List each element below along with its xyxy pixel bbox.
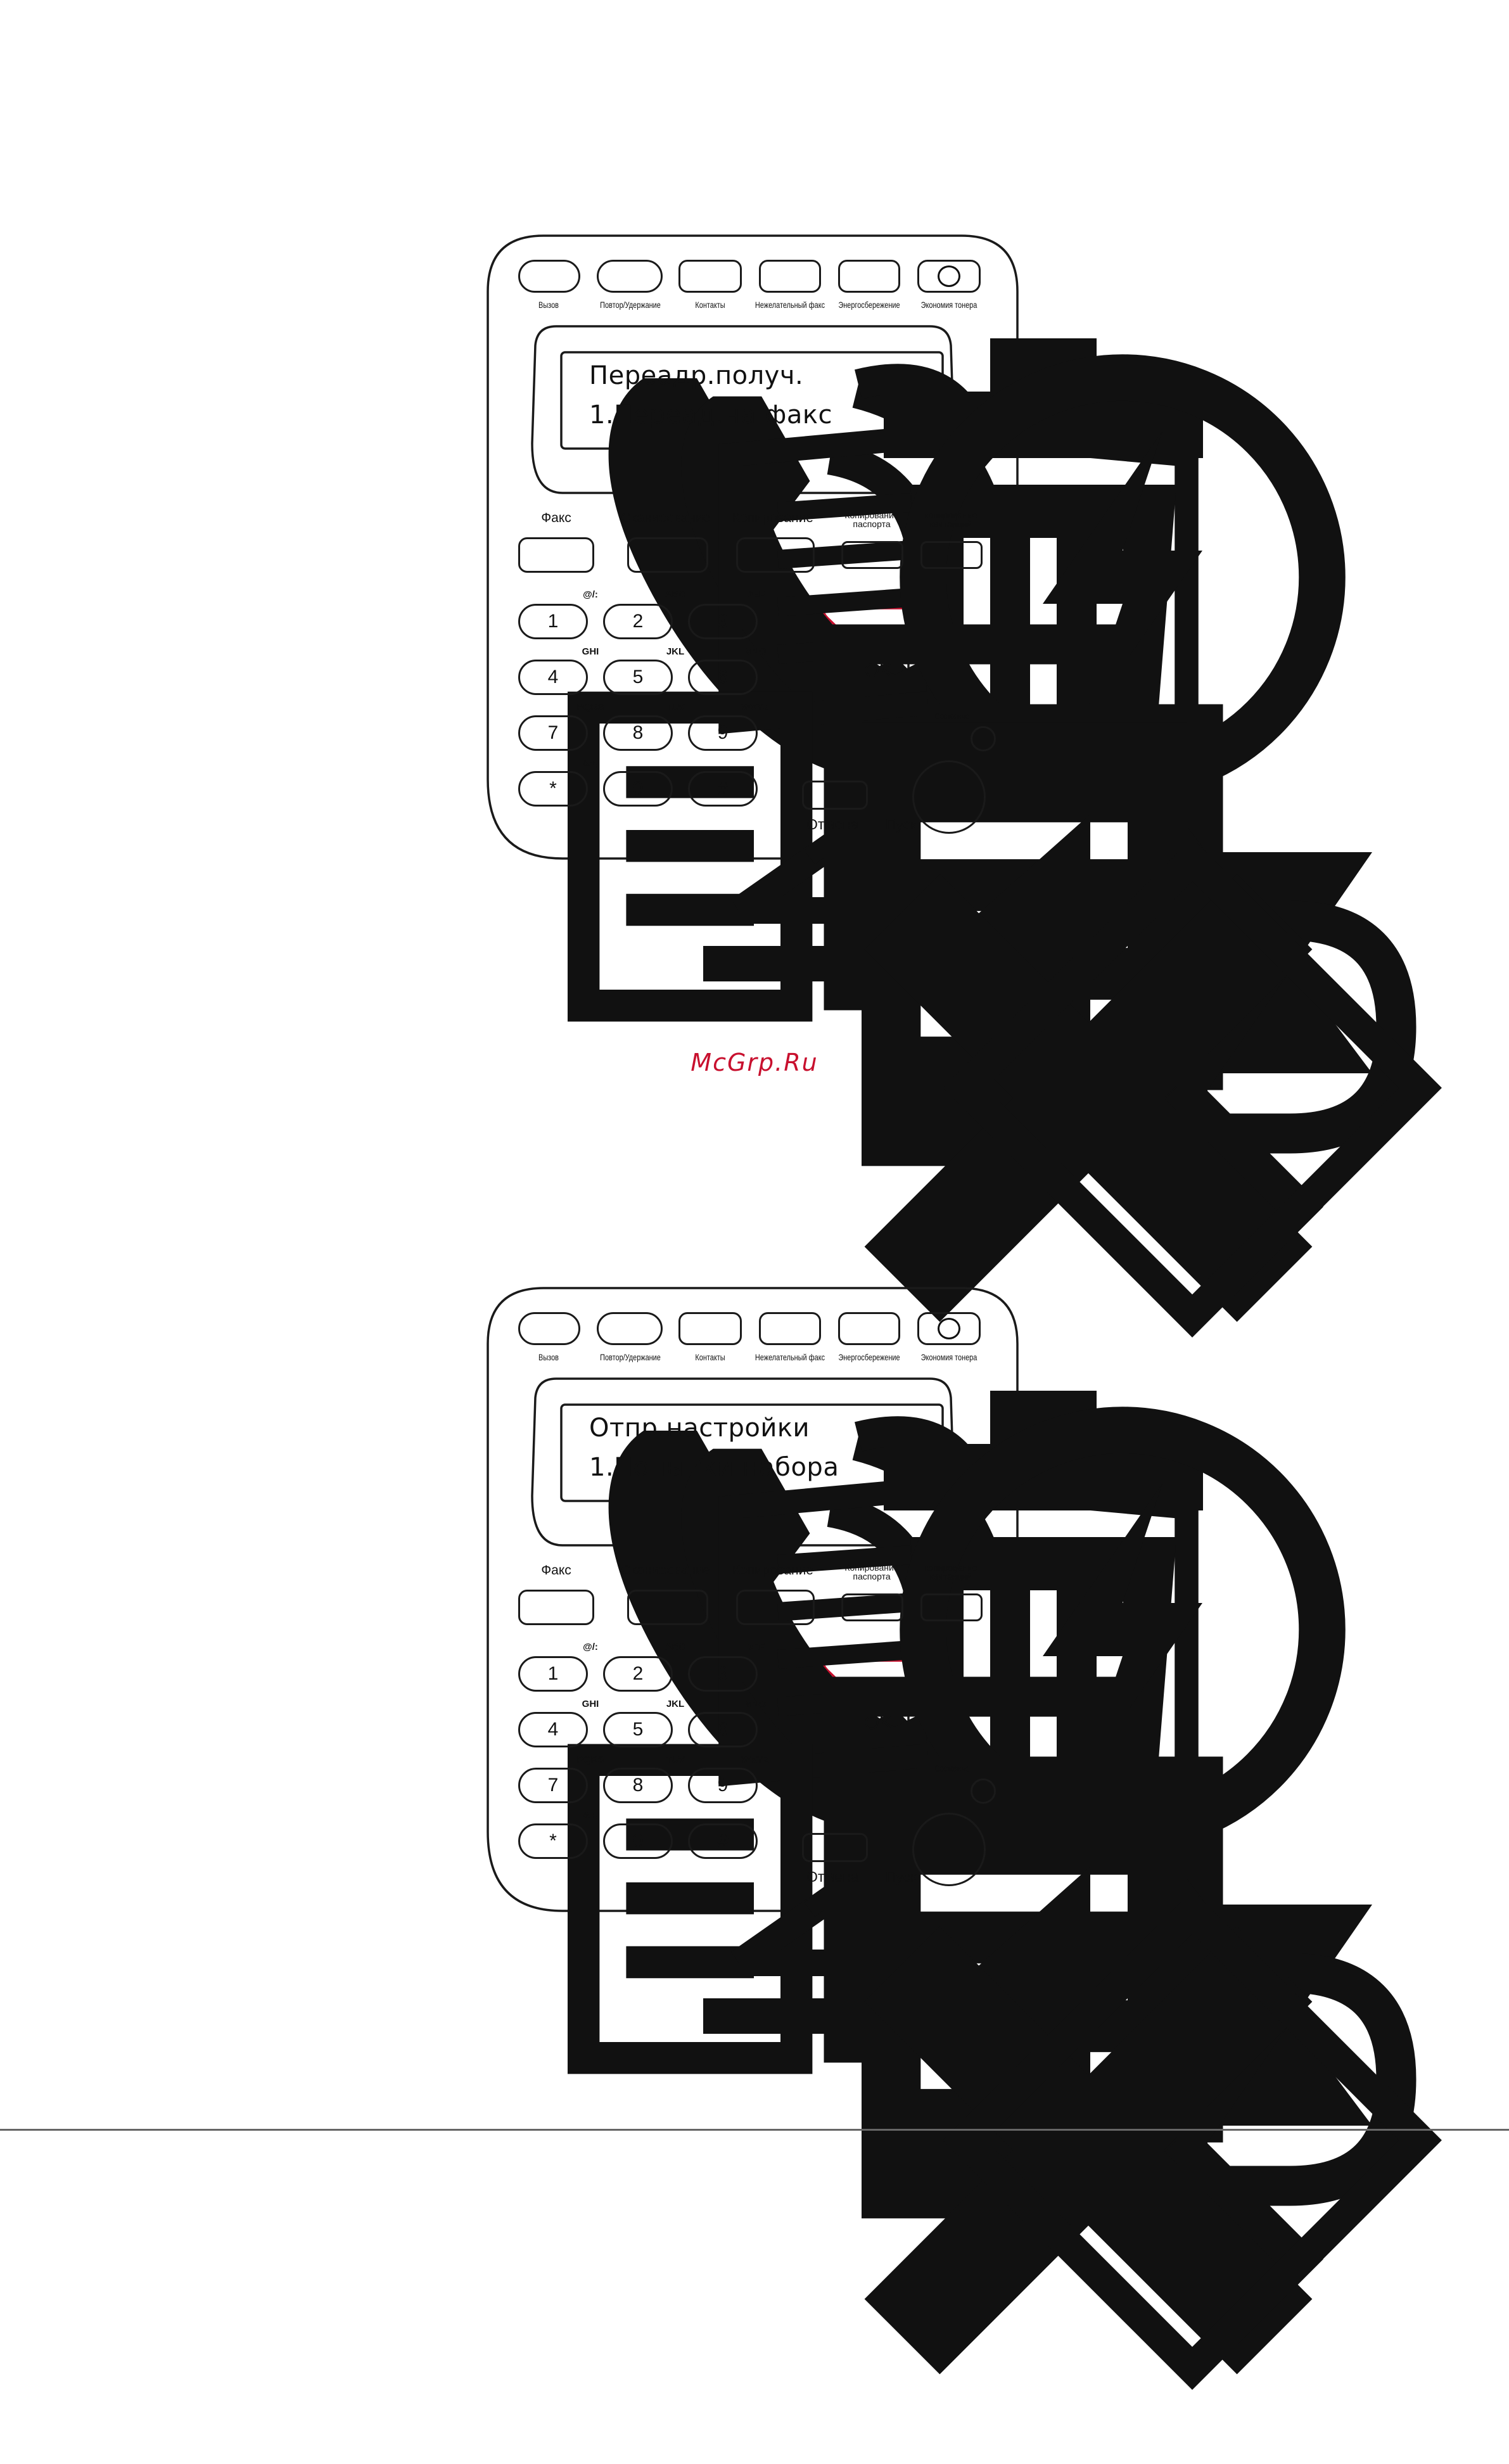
key-1[interactable]: 1 (518, 604, 588, 639)
key-letters: TUV (666, 1754, 685, 1765)
receipt-copy-label: копирование квитанций (924, 510, 977, 529)
key-letters: JKL (666, 1699, 685, 1709)
id-copy-label: Копирование паспорта (844, 510, 899, 529)
key-6[interactable]: 6 (688, 660, 758, 695)
key-9[interactable]: 9 (688, 1768, 758, 1803)
copy-button[interactable] (736, 1590, 815, 1625)
toner-save-label: Экономия тонера (920, 300, 977, 310)
contacts-button[interactable] (678, 1312, 742, 1345)
start-button[interactable] (912, 1813, 986, 1886)
toner-save-button[interactable] (917, 260, 981, 293)
redial-hold-button[interactable] (597, 1312, 663, 1345)
cancel-button[interactable] (802, 1833, 868, 1862)
energy-save-button[interactable] (838, 1312, 900, 1345)
key-7[interactable]: 7 (518, 715, 588, 751)
lcd-line-1: Переадр.получ. (589, 361, 804, 390)
fax-label: Факс (541, 511, 571, 525)
cancel-button[interactable] (802, 781, 868, 810)
key-6[interactable]: 6 (688, 1712, 758, 1747)
receipt-copy-label: копирование квитанций (924, 1562, 977, 1581)
menu-button[interactable] (805, 627, 848, 716)
fax-label: Факс (541, 1563, 571, 1578)
back-button[interactable] (908, 1680, 952, 1768)
junk-fax-button[interactable] (759, 260, 821, 293)
key-letters: ABC (665, 589, 686, 600)
fax-button[interactable] (518, 1590, 594, 1625)
scan-button[interactable] (627, 537, 708, 573)
key-letters: WXYZ (741, 702, 769, 713)
cancel-label: Отмена (806, 816, 859, 833)
key-hash[interactable]: # (688, 1823, 758, 1859)
menu-button[interactable] (805, 1680, 848, 1768)
key-letters: MNO (744, 1699, 767, 1709)
circle-icon (938, 1318, 960, 1339)
key-letters: PQRS (576, 1754, 604, 1765)
key-letters: &+, (583, 758, 598, 769)
receipt-copy-button[interactable] (920, 1593, 983, 1621)
control-panel-2 (487, 1287, 1019, 1914)
copy-label: Копирование (732, 511, 813, 525)
junk-fax-label: Нежелательный факс (754, 300, 825, 310)
id-copy-label: Копирование паспорта (844, 1562, 899, 1581)
status-label: Состояние (934, 1763, 970, 1773)
call-button[interactable] (518, 1312, 580, 1345)
key-2[interactable]: 2 (603, 1656, 673, 1692)
lcd-line-2: 1.Попытки набора (589, 1453, 839, 1482)
contacts-button[interactable] (678, 260, 742, 293)
copy-label: Копирование (732, 1563, 813, 1578)
energy-save-label: Энергосбережение (838, 300, 900, 310)
key-2[interactable]: 2 (603, 604, 673, 639)
key-1[interactable]: 1 (518, 1656, 588, 1692)
call-button[interactable] (518, 260, 580, 293)
scan-label: Сканирование (621, 1563, 711, 1578)
lcd-line-2: 1.Переад.на факс (589, 400, 832, 430)
key-letters: DEF (746, 589, 765, 600)
start-button[interactable] (912, 760, 986, 834)
ok-label: OK (864, 660, 892, 681)
copy-button[interactable] (736, 537, 815, 573)
key-5[interactable]: 5 (603, 1712, 673, 1747)
call-label: Вызов (538, 300, 559, 310)
contacts-label: Контакты (695, 1352, 725, 1362)
ok-button[interactable] (856, 650, 900, 693)
redial-hold-label: Повтор/Удержание (600, 300, 661, 310)
key-hash[interactable]: # (688, 771, 758, 807)
key-4[interactable]: 4 (518, 1712, 588, 1747)
junk-fax-label: Нежелательный факс (754, 1352, 825, 1362)
back-button[interactable] (908, 627, 952, 716)
ok-label: OK (864, 1713, 892, 1733)
lcd-line-1: Отпр.настройки (589, 1414, 810, 1443)
junk-fax-button[interactable] (759, 1312, 821, 1345)
status-led (971, 1778, 996, 1804)
scan-label: Сканирование (621, 511, 711, 525)
key-letters: @/: (583, 1642, 598, 1652)
key-0[interactable]: 0 (603, 771, 673, 807)
key-star[interactable]: * (518, 1823, 588, 1859)
energy-save-label: Энергосбережение (838, 1352, 900, 1362)
key-8[interactable]: 8 (603, 1768, 673, 1803)
start-label: Пуск (886, 1868, 917, 1885)
toner-save-label: Экономия тонера (920, 1352, 977, 1362)
cancel-label: Отмена (806, 1868, 859, 1885)
circle-icon (938, 265, 960, 287)
key-letters: JKL (666, 646, 685, 657)
scan-button[interactable] (627, 1590, 708, 1625)
key-0[interactable]: 0 (603, 1823, 673, 1859)
key-9[interactable]: 9 (688, 715, 758, 751)
redial-hold-label: Повтор/Удержание (600, 1352, 661, 1362)
key-letters: GHI (582, 1699, 599, 1709)
control-panel-1 (487, 234, 1019, 862)
key-letters: ABC (665, 1642, 686, 1652)
key-3[interactable]: 3 (688, 604, 758, 639)
key-letters: WXYZ (741, 1754, 769, 1765)
key-letters: &+, (583, 1810, 598, 1821)
ok-button[interactable] (856, 1702, 900, 1746)
energy-save-button[interactable] (838, 260, 900, 293)
key-8[interactable]: 8 (603, 715, 673, 751)
key-4[interactable]: 4 (518, 660, 588, 695)
page-footer-rule (0, 2129, 1509, 2131)
key-5[interactable]: 5 (603, 660, 673, 695)
key-letters: PQRS (576, 702, 604, 713)
key-letters: TUV (666, 702, 685, 713)
start-label: Пуск (886, 816, 917, 833)
key-star[interactable]: * (518, 771, 588, 807)
contacts-label: Контакты (695, 300, 725, 310)
id-copy-button[interactable] (841, 541, 903, 569)
key-3[interactable]: 3 (688, 1656, 758, 1692)
key-7[interactable]: 7 (518, 1768, 588, 1803)
id-copy-button[interactable] (841, 1593, 903, 1621)
key-letters: GHI (582, 646, 599, 657)
fax-button[interactable] (518, 537, 594, 573)
status-led (971, 726, 996, 751)
receipt-copy-button[interactable] (920, 541, 983, 569)
call-label: Вызов (538, 1352, 559, 1362)
key-letters: @/: (583, 589, 598, 600)
start-icon (926, 1827, 1458, 2454)
key-letters: MNO (744, 646, 767, 657)
status-label: Состояние (934, 711, 970, 721)
watermark: McGrp.Ru (691, 1049, 818, 1076)
toner-save-button[interactable] (917, 1312, 981, 1345)
redial-hold-button[interactable] (597, 260, 663, 293)
key-letters: DEF (746, 1642, 765, 1652)
